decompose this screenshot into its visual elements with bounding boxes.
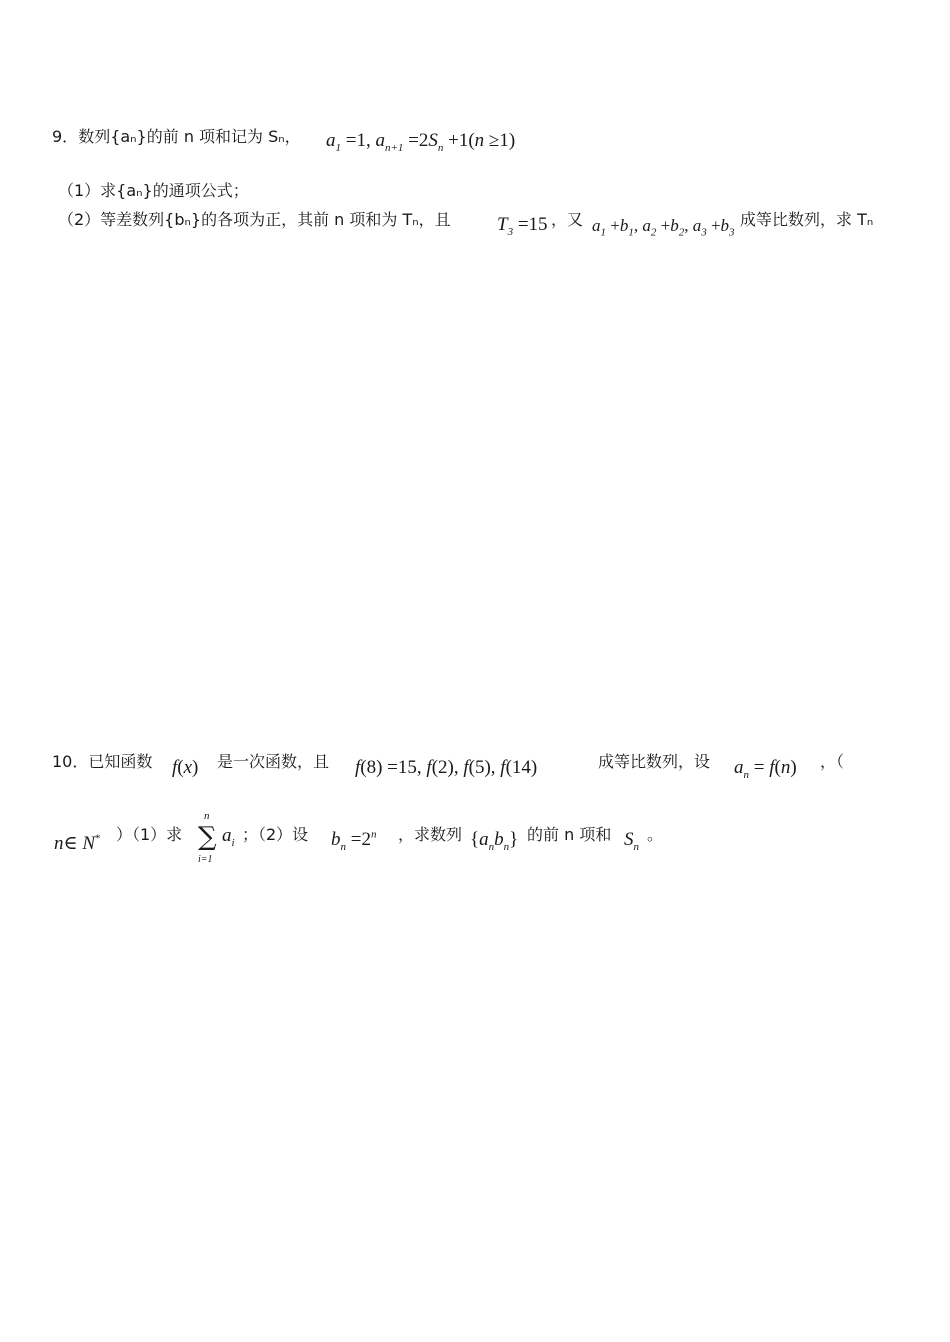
problem-10-stem-a: 已知函数 [88,752,153,771]
problem-10-stem-b-line [217,749,329,772]
problem-10-bn-line [331,829,376,853]
problem-10-stem-d: ，（ [820,752,845,771]
problem-10-part-2-text-a: ，求数列 [398,825,463,844]
problem-9-part-2-formula-2: $a_1 +b_1$, $a_2 +b_2$, $a_3 +b_3$ [592,216,735,239]
problem-10-part-1-b-line [242,822,308,845]
problem-10-summation-formula: n ∑ i=1 $a_i$ [198,810,235,865]
problem-10-stem-c-line [598,749,710,772]
problem-9-part-2-formula-2-line [592,216,735,238]
problem-9-recurrence-formula: $a_1 =1$, $a_{n+1} =2S_n +1(n \ge 1)$ [326,130,516,154]
problem-9-stem [52,124,301,147]
problem-10-anbn-formula: $\{a_nb_n\}$ [470,829,519,853]
problem-10-part-2-text-b: 的前 n 项和 [527,825,612,844]
problem-9-part-1-text: （1）求{aₙ}的通项公式； [58,181,249,200]
problem-10-domain-formula: n∈ N* [54,832,101,854]
problem-10-fx-line [172,757,198,779]
problem-9-part-1 [58,178,249,201]
problem-10-anbn-line [470,829,518,853]
problem-10-part-1-a-line [116,822,182,845]
summation-sigma-icon: n ∑ i=1 [198,810,217,865]
problem-10-part-1-text-a: ）（1）求 [116,825,183,844]
problem-9-part-2-formula-1: $T_3 =15$ [497,214,548,238]
problem-9-part-2-text-b-line [551,207,583,230]
problem-9-part-2-text-a-line [58,207,451,230]
problem-10-sn-formula: $S_n$ [624,829,639,853]
problem-9-part-2-text-a: （2）等差数列{bₙ}的各项为正，其前 n 项和为 Tₙ，且 [58,210,451,229]
problem-10-part-2-a-line [398,822,462,845]
problem-10-number-line [52,749,152,772]
problem-9-part-2-text-b: ，又 [551,210,584,229]
problem-10-condition-line [355,757,537,779]
problem-9-part-2-text-c-line [740,207,873,230]
problem-10-part-1-text-b: ；（2）设 [242,825,309,844]
problem-10-part-2-text-c: 。 [647,825,664,844]
problem-9-part-2-text-c: 成等比数列，求 Tₙ [740,210,874,229]
problem-10-sn-line [624,829,639,853]
problem-10-number: 10． [52,752,89,771]
problem-10-stem-b: 是一次函数，且 [217,752,330,771]
problem-9-part-2-formula-1-line [497,214,548,238]
problem-9-number: 9． [52,127,79,146]
problem-10-fx: f(x) [172,757,199,778]
problem-10-summation-line [196,810,235,865]
problem-10-condition-formula: f(8) =15, f(2), f(5), f(14) [355,757,538,778]
problem-10-an-line [734,757,797,781]
problem-10-part-2-b-line [527,822,611,845]
problem-10-part-2-c-line [647,822,663,845]
problem-10-an-formula: $a_n = f(n)$ [734,757,797,781]
problem-10-bn-formula: $b_n =2^n$ [331,829,377,854]
problem-10-domain-line [54,832,101,855]
problem-9-formula [326,130,515,154]
problem-9-stem-text: 数列{aₙ}的前 n 项和记为 Sₙ， [78,127,301,146]
problem-10-stem-c: 成等比数列，设 [598,752,711,771]
problem-10-stem-d-line [820,749,844,772]
